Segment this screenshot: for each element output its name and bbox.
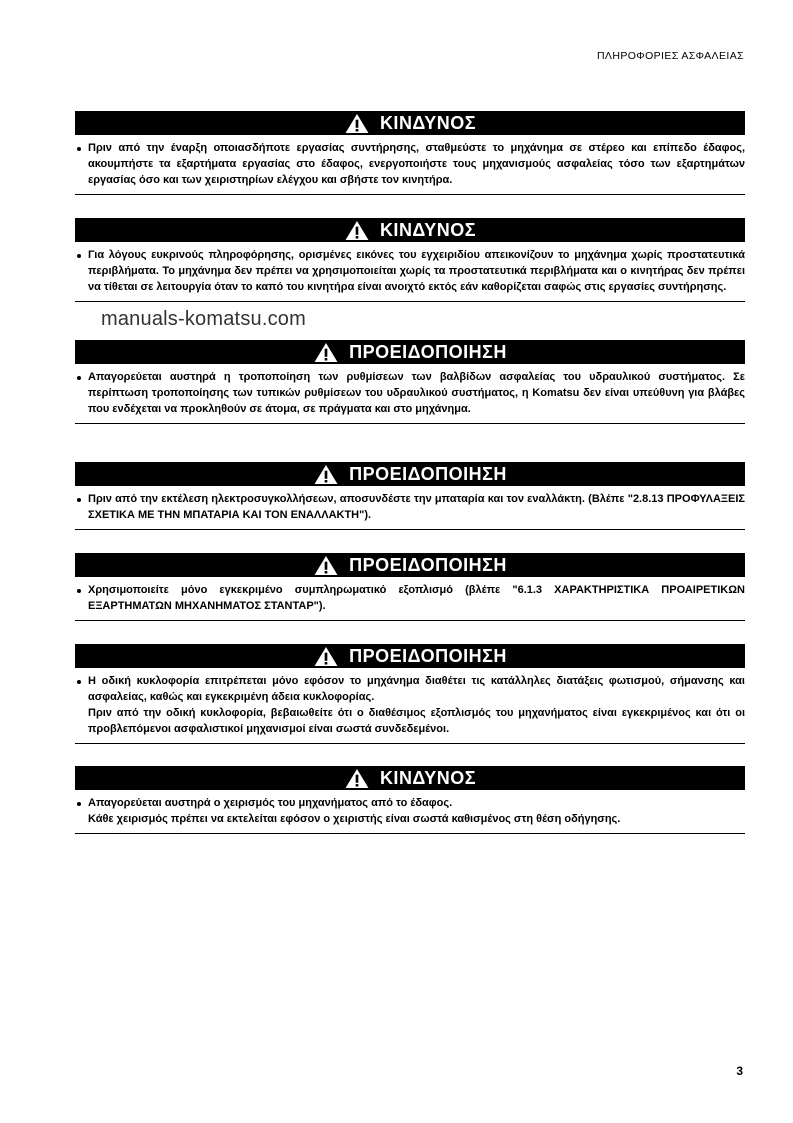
notice-item (75, 369, 745, 417)
notice-title: ΠΡΟΕΙΔΟΠΟΙΗΣΗ (349, 341, 507, 362)
warning-triangle-icon (313, 342, 339, 363)
notice-header (75, 462, 745, 486)
notice-title: ΠΡΟΕΙΔΟΠΟΙΗΣΗ (349, 463, 507, 484)
notice-paragraph: Πριν από την έναρξη οποιασδήποτε εργασίας συντήρησης, σταθμεύστε το μηχάνημα σε στέρεο και επίπεδο έδαφος, ακουμπήστε τα εξαρτήματα εργασίας στο έδαφος, ενεργοποιήστε τους μηχανισμούς ασφαλείας τόσο των εξαρτημάτων εργασίας όσο και των χειριστηρίων ελέγχου και σβήστε τον κινητήρα. (88, 142, 745, 186)
notice-header (75, 644, 745, 668)
notice-paragraph: Απαγορεύεται αυστηρά η τροποποίηση των ρυθμίσεων των βαλβίδων ασφαλείας του υδραυλικού συστήματος. Σε περίπτωση τροποποίησης των τυπικών ρυθμίσεων του υδραυλικού συστήματος, η Komatsu δεν είναι υπεύθυνη για βλάβες που ενδέχεται να προκληθούν σε άτομα, σε πράγματα και στο μηχάνημα. (88, 371, 745, 415)
notice-paragraph: Πριν από την οδική κυκλοφορία, βεβαιωθείτε ότι ο διαθέσιμος εξοπλισμός του μηχανήματος είναι εγκεκριμένος και ότι οι προβλεπόμενοι ασφαλιστικοί μηχανισμοί είναι σωστά συνδεδεμένοι. (88, 707, 745, 735)
notice-item (75, 140, 745, 188)
warning-triangle-icon (344, 113, 370, 134)
danger-notice (75, 766, 745, 834)
warning-triangle-icon (313, 464, 339, 485)
notice-body (75, 577, 745, 620)
watermark-text: manuals-komatsu.com (101, 308, 306, 330)
notice-item (75, 491, 745, 523)
notice-body (75, 486, 745, 529)
notice-item (75, 582, 745, 614)
warning-triangle-icon (344, 768, 370, 789)
notice-body (75, 668, 745, 743)
notice-header (75, 218, 745, 242)
notice-header (75, 553, 745, 577)
notice-title: ΠΡΟΕΙΔΟΠΟΙΗΣΗ (349, 554, 507, 575)
notice-item (75, 795, 745, 827)
warning-notice (75, 644, 745, 744)
page-section-title: ΠΛΗΡΟΦΟΡΙΕΣ ΑΣΦΑΛΕΙΑΣ (596, 50, 744, 62)
warning-notice (75, 340, 745, 424)
notice-body (75, 790, 745, 833)
notice-title: ΠΡΟΕΙΔΟΠΟΙΗΣΗ (349, 645, 507, 666)
notice-header (75, 111, 745, 135)
warning-notice (75, 462, 745, 530)
notice-title: ΚΙΝΔΥΝΟΣ (379, 112, 477, 133)
notice-paragraph: Απαγορεύεται αυστηρά ο χειρισμός του μηχανήματος από το έδαφος. (88, 797, 453, 809)
notice-paragraph: Χρησιμοποιείτε μόνο εγκεκριμένο συμπληρωματικό εξοπλισμό (βλέπε "6.1.3 ΧΑΡΑΚΤΗΡΙΣΤΙΚΑ ΠΡΟΑΙΡΕΤΙΚΩΝ ΕΞΑΡΤΗΜΑΤΩΝ ΜΗΧΑΝΗΜΑΤΟΣ ΣΤΑΝΤΑΡ"). (88, 584, 745, 612)
notice-paragraph: Πριν από την εκτέλεση ηλεκτροσυγκολλήσεων, αποσυνδέστε την μπαταρία και τον εναλλάκτη. (Βλέπε "2.8.13 ΠΡΟΦΥΛΑΞΕΙΣ ΣΧΕΤΙΚΑ ΜΕ ΤΗΝ ΜΠΑΤΑΡΙΑ ΚΑΙ ΤΟΝ ΕΝΑΛΛΑΚΤΗ"). (88, 493, 745, 521)
notice-body (75, 364, 745, 423)
notice-title: ΚΙΝΔΥΝΟΣ (379, 767, 477, 788)
warning-triangle-icon (313, 555, 339, 576)
warning-triangle-icon (313, 646, 339, 667)
notice-item (75, 673, 745, 737)
notice-paragraph: Κάθε χειρισμός πρέπει να εκτελείται εφόσον ο χειριστής είναι σωστά καθισμένος στη θέση οδήγησης. (88, 813, 621, 825)
warning-triangle-icon (344, 220, 370, 241)
notice-item (75, 247, 745, 295)
notice-title: ΚΙΝΔΥΝΟΣ (379, 219, 477, 240)
danger-notice (75, 111, 745, 195)
page-number: 3 (736, 1064, 743, 1078)
notice-body (75, 242, 745, 301)
notice-paragraph: Η οδική κυκλοφορία επιτρέπεται μόνο εφόσον το μηχάνημα διαθέτει τις κατάλληλες διατάξεις φωτισμού, σήμανσης και ασφαλείας, καθώς και εγκεκριμένη άδεια κυκλοφορίας. (88, 675, 745, 703)
warning-notice (75, 553, 745, 621)
notice-paragraph: Για λόγους ευκρινούς πληροφόρησης, ορισμένες εικόνες του εγχειριδίου απεικονίζουν το μηχάνημα χωρίς προστατευτικά περιβλήματα. Το μηχάνημα δεν πρέπει να χρησιμοποιείται χωρίς τα προστατευτικά περιβλήματα και ο κινητήρας δεν πρέπει να τίθεται σε λειτουργία όταν το καπό του κινητήρα είναι ανοιχτό εκτός εάν καθορίζεται σαφώς στις εργασίες συντήρησης. (88, 249, 745, 293)
notice-header (75, 340, 745, 364)
danger-notice (75, 218, 745, 302)
notice-header (75, 766, 745, 790)
notice-body (75, 135, 745, 194)
